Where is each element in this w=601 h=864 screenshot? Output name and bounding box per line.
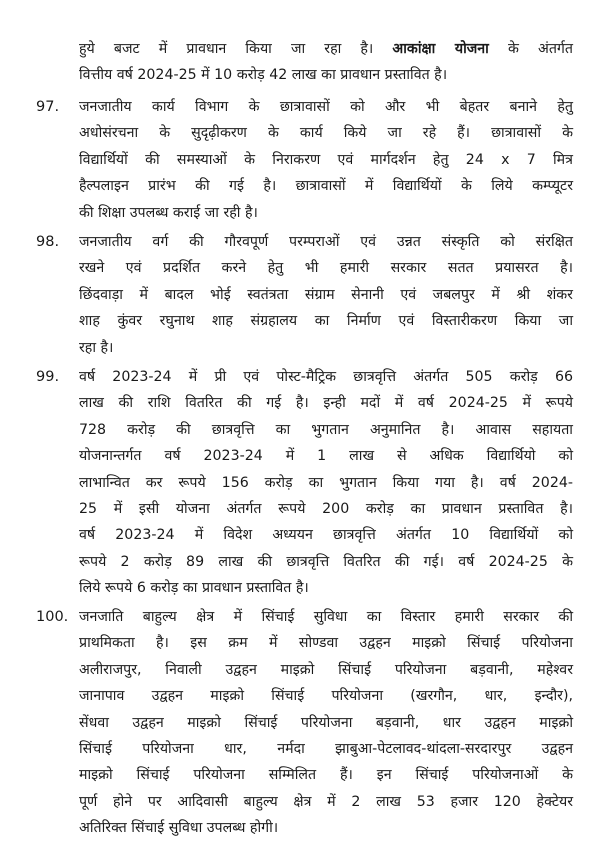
paragraph-number: 99. xyxy=(36,369,60,385)
text-line: प्राथमिकता है। इस क्रम में सोण्डवा उद्वहन माइक्रो सिंचाई परियोजना xyxy=(79,635,573,652)
text-line: हुये बजट में प्रावधान किया जा रहा है। आकांक्षा योजना के अंतर्गत xyxy=(79,41,573,57)
text-line: की शिक्षा उपलब्ध कराई जा रही है। xyxy=(79,204,258,221)
paragraph-number: 100. xyxy=(36,609,69,625)
text-line: जनजातीय वर्ग की गौरवपूर्ण परम्पराओं एवं उन्नत संस्कृति को संरक्षित xyxy=(79,234,573,250)
text-line: वर्ष 2023-24 में विदेश अध्ययन छात्रवृत्ति अंतर्गत 10 विद्यार्थियों को xyxy=(79,527,573,544)
text-line: लाख की राशि वितरित की गई है। इन्ही मदों में वर्ष 2024-25 में रूपये xyxy=(79,395,573,412)
text-line: रूपये 2 करोड़ 89 लाख की छात्रवृत्ति वितरित की गई। वर्ष 2024-25 के xyxy=(79,553,573,570)
text-line: जानापाव उद्वहन माइक्रो सिंचाई परियोजना (खरगौन, धार, इन्दौर), xyxy=(79,688,573,705)
text-line: सेंधवा उद्वहन माइक्रो सिंचाई परियोजना बड़वानी, धार उद्वहन माइक्रो xyxy=(79,714,573,731)
text-line: हैल्पलाइन प्रारंभ की गई है। छात्रावासों में विद्यार्थियों के लिये कम्प्यूटर xyxy=(79,178,573,195)
text-line: अतिरिक्त सिंचाई सुविधा उपलब्ध होगी। xyxy=(79,820,279,837)
text-line: माइक्रो सिंचाई परियोजना सम्मिलित हैं। इन सिंचाई परियोजनाओं के xyxy=(79,767,573,784)
text-line: 25 में इसी योजना अंतर्गत रूपये 200 करोड़ का प्रावधान प्रस्तावित है। xyxy=(79,501,573,517)
text-line: पूर्ण होने पर आदिवासी बाहुल्य क्षेत्र में 2 लाख 53 हजार 120 हेक्टेयर xyxy=(79,793,573,810)
text-line: योजनान्तर्गत वर्ष 2023-24 में 1 लाख से अधिक विद्यार्थियो को xyxy=(79,448,573,465)
text-line: वर्ष 2023-24 में प्री एवं पोस्ट-मैट्रिक छात्रवृत्ति अंतर्गत 505 करोड़ 66 xyxy=(79,369,573,385)
text-line: रहा है। xyxy=(79,339,114,356)
paragraph-number: 98. xyxy=(36,234,60,250)
text-line: रखने एवं प्रदर्शित करने हेतु भी हमारी सरकार सतत प्रयासरत है। xyxy=(79,260,573,277)
text-line: अलीराजपुर, निवाली उद्वहन माइक्रो सिंचाई परियोजना बड़वानी, महेश्वर xyxy=(79,661,573,678)
aakanksha-yojana-highlight: आकांक्षा योजना xyxy=(392,41,489,57)
text-line: 728 करोड़ की छात्रवृत्ति का भुगतान अनुमानित है। आवास सहायता xyxy=(79,421,573,438)
text-line: लाभान्वित कर रूपये 156 करोड़ का भुगतान किया गया है। वर्ष 2024- xyxy=(79,474,573,491)
text-line: जनजातीय कार्य विभाग के छात्रावासों को और भी बेहतर बनाने हेतु xyxy=(79,99,573,115)
text-line: शाह कुंवर रघुनाथ शाह संग्रहालय का निर्माण एवं विस्तारीकरण किया जा xyxy=(79,313,573,330)
text-line: लिये रूपये 6 करोड़ का प्रावधान प्रस्तावित है। xyxy=(79,580,309,597)
text-line: छिंदवाड़ा में बादल भोई स्वतंत्रता संग्राम सेनानी एवं जबलपुर में श्री शंकर xyxy=(79,286,573,303)
text-line: जनजाति बाहुल्य क्षेत्र में सिंचाई सुविधा का विस्तार हमारी सरकार की xyxy=(79,609,573,625)
text-line: सिंचाई परियोजना धार, नर्मदा झाबुआ-पेटलावद-थांदला-सरदारपुर उद्वहन xyxy=(79,741,573,757)
text-line: वित्तीय वर्ष 2024-25 में 10 करोड़ 42 लाख का प्रावधान प्रस्तावित है। xyxy=(79,67,448,84)
paragraph-number: 97. xyxy=(36,99,60,115)
text-line: विद्यार्थियों की समस्याओं के निराकरण एवं मार्गदर्शन हेतु 24 x 7 मित्र xyxy=(79,151,573,168)
text-line: अधोसंरचना के सुदृढ़ीकरण के कार्य किये जा रहे हैं। छात्रावासों के xyxy=(79,125,573,142)
